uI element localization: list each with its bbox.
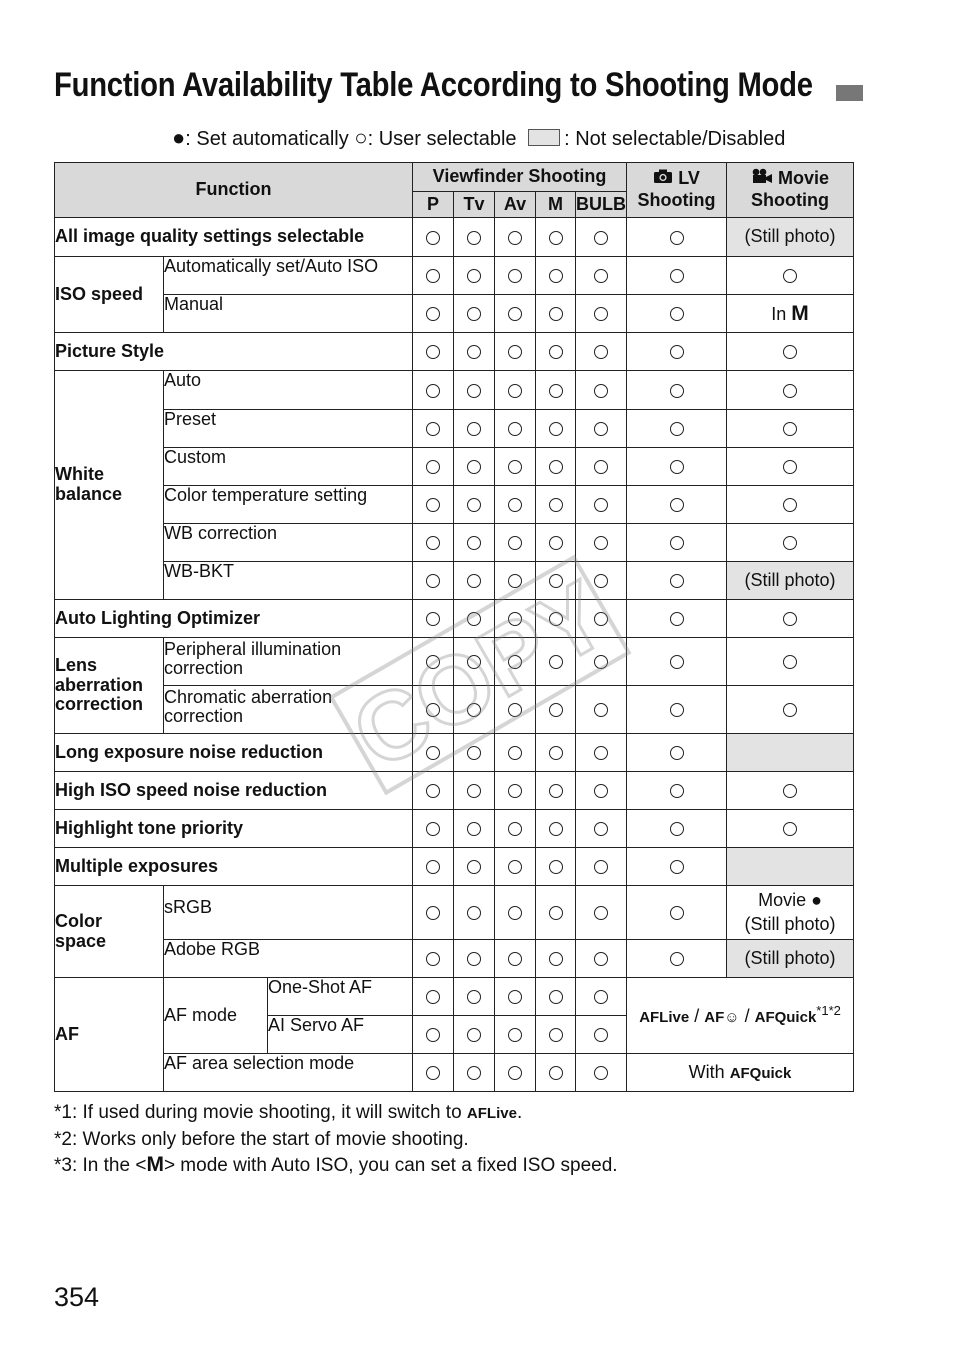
row-multiple: Multiple exposures <box>55 848 413 886</box>
user-selectable-icon <box>467 1028 481 1042</box>
af-face-icon: AF☺ <box>704 1008 740 1026</box>
user-selectable-icon <box>594 422 608 436</box>
user-selectable-icon <box>426 384 440 398</box>
availability-cell <box>413 978 454 1016</box>
user-selectable-icon <box>467 384 481 398</box>
row-image-quality: All image quality settings selectable <box>55 218 413 257</box>
header-function: Function <box>55 163 413 218</box>
user-selectable-icon <box>467 269 481 283</box>
user-selectable-icon <box>508 990 522 1004</box>
user-selectable-icon <box>426 231 440 245</box>
availability-cell <box>727 524 854 562</box>
footnote-2: *2: Works only before the start of movie shooting. <box>54 1128 469 1150</box>
row-af: AF <box>55 978 164 1092</box>
availability-cell <box>576 486 627 524</box>
mode-bulb: BULB <box>576 192 627 218</box>
note-in-m: In M <box>727 295 854 333</box>
legend-auto-symbol: ● <box>172 125 186 150</box>
user-selectable-icon <box>594 822 608 836</box>
user-selectable-icon <box>594 345 608 359</box>
user-selectable-icon <box>670 269 684 283</box>
availability-cell <box>413 1016 454 1054</box>
user-selectable-icon <box>670 498 684 512</box>
user-selectable-icon <box>508 345 522 359</box>
availability-cell <box>576 1054 627 1092</box>
availability-cell <box>495 295 536 333</box>
table-row <box>55 448 854 486</box>
user-selectable-icon <box>594 460 608 474</box>
row-iso-manual: Manual <box>164 295 413 333</box>
availability-cell <box>495 1054 536 1092</box>
availability-cell <box>727 333 854 371</box>
row-wb-colortemp: Color temperature setting <box>164 486 413 524</box>
availability-cell <box>727 371 854 410</box>
user-selectable-icon <box>783 612 797 626</box>
availability-cell <box>727 772 854 810</box>
title-bar-decoration <box>836 85 863 101</box>
availability-cell <box>495 886 536 940</box>
user-selectable-icon <box>467 460 481 474</box>
row-long-exposure: Long exposure noise reduction <box>55 734 413 772</box>
row-srgb: sRGB <box>164 886 413 940</box>
af-live-icon: AFLive <box>639 1008 690 1026</box>
availability-cell <box>727 810 854 848</box>
user-selectable-icon <box>467 345 481 359</box>
availability-cell <box>413 371 454 410</box>
user-selectable-icon <box>594 1066 608 1080</box>
user-selectable-icon <box>594 860 608 874</box>
note-still-photo: (Still photo) <box>727 562 854 600</box>
availability-cell <box>495 486 536 524</box>
user-selectable-icon <box>549 422 563 436</box>
user-selectable-icon <box>508 1028 522 1042</box>
availability-cell <box>413 410 454 448</box>
af-footnote-refs: *1*2 <box>816 1002 841 1018</box>
availability-cell <box>495 257 536 295</box>
legend-user-text: : User selectable <box>367 128 517 150</box>
user-selectable-icon <box>670 345 684 359</box>
user-selectable-icon <box>594 231 608 245</box>
user-selectable-icon <box>783 655 797 669</box>
user-selectable-icon <box>467 990 481 1004</box>
user-selectable-icon <box>783 384 797 398</box>
header-viewfinder: Viewfinder Shooting <box>413 163 627 192</box>
availability-cell <box>454 410 495 448</box>
availability-cell <box>627 333 727 371</box>
row-alo: Auto Lighting Optimizer <box>55 600 413 638</box>
m-mode-symbol: M <box>791 301 809 325</box>
availability-cell <box>576 978 627 1016</box>
user-selectable-icon <box>508 822 522 836</box>
availability-cell <box>454 486 495 524</box>
user-selectable-icon <box>594 384 608 398</box>
availability-cell <box>727 600 854 638</box>
availability-cell <box>413 886 454 940</box>
header-movie-label: Movie <box>778 168 830 189</box>
availability-cell <box>627 886 727 940</box>
user-selectable-icon <box>426 460 440 474</box>
table-row <box>55 978 854 1016</box>
availability-cell <box>413 257 454 295</box>
availability-cell <box>536 257 576 295</box>
availability-cell <box>495 218 536 257</box>
availability-cell <box>576 448 627 486</box>
availability-cell <box>627 848 727 886</box>
user-selectable-icon <box>594 269 608 283</box>
user-selectable-icon <box>508 384 522 398</box>
availability-cell <box>413 448 454 486</box>
table-row <box>55 218 854 257</box>
availability-cell <box>413 218 454 257</box>
availability-cell <box>413 333 454 371</box>
user-selectable-icon <box>783 536 797 550</box>
user-selectable-icon <box>549 952 563 966</box>
user-selectable-icon <box>467 422 481 436</box>
row-chromatic: Chromatic aberration correction <box>164 686 413 734</box>
availability-cell <box>454 333 495 371</box>
user-selectable-icon <box>670 906 684 920</box>
user-selectable-icon <box>670 655 684 669</box>
legend-disabled-swatch <box>528 129 560 146</box>
legend-user-symbol: ○ <box>354 125 368 150</box>
availability-cell <box>576 257 627 295</box>
note-with-quick: With AFQuick <box>627 1054 854 1092</box>
row-iso-auto: Automatically set/Auto ISO <box>164 257 413 295</box>
table-row <box>55 486 854 524</box>
legend-auto-text: : Set automatically <box>185 128 349 150</box>
user-selectable-icon <box>508 422 522 436</box>
user-selectable-icon <box>670 746 684 760</box>
user-selectable-icon <box>508 231 522 245</box>
header-movie-label2: Shooting <box>751 190 830 210</box>
user-selectable-icon <box>594 498 608 512</box>
note-still-photo: (Still photo) <box>727 940 854 978</box>
availability-cell <box>413 940 454 978</box>
row-iso-speed: ISO speed <box>55 257 164 333</box>
user-selectable-icon <box>594 990 608 1004</box>
availability-cell <box>627 410 727 448</box>
availability-cell <box>536 978 576 1016</box>
availability-cell <box>413 848 454 886</box>
user-selectable-icon <box>508 860 522 874</box>
user-selectable-icon <box>426 498 440 512</box>
camera-icon <box>653 168 673 188</box>
availability-cell <box>576 1016 627 1054</box>
m-mode-symbol: M <box>146 1153 164 1176</box>
legend-disabled-text: : Not selectable/Disabled <box>564 128 786 150</box>
user-selectable-icon <box>670 460 684 474</box>
row-wb-preset: Preset <box>164 410 413 448</box>
mode-tv: Tv <box>454 192 495 218</box>
user-selectable-icon <box>508 460 522 474</box>
availability-cell <box>576 940 627 978</box>
row-ai-servo: AI Servo AF <box>268 1016 413 1054</box>
row-lens-aberration: Lens aberration correction <box>55 638 164 734</box>
user-selectable-icon <box>670 422 684 436</box>
user-selectable-icon <box>426 1066 440 1080</box>
user-selectable-icon <box>670 384 684 398</box>
header-lv-label2: Shooting <box>637 190 716 210</box>
availability-cell <box>576 410 627 448</box>
watermark-text: COPY <box>335 561 625 790</box>
user-selectable-icon <box>426 906 440 920</box>
user-selectable-icon <box>426 307 440 321</box>
availability-cell <box>627 295 727 333</box>
table-row <box>55 257 854 295</box>
user-selectable-icon <box>670 822 684 836</box>
availability-cell <box>454 940 495 978</box>
mode-m: M <box>536 192 576 218</box>
user-selectable-icon <box>549 822 563 836</box>
user-selectable-icon <box>426 345 440 359</box>
table-row <box>55 333 854 371</box>
row-af-area: AF area selection mode <box>164 1054 413 1092</box>
user-selectable-icon <box>508 952 522 966</box>
user-selectable-icon <box>549 307 563 321</box>
mode-p: P <box>413 192 454 218</box>
availability-cell <box>727 638 854 686</box>
availability-cell <box>454 978 495 1016</box>
availability-cell <box>576 371 627 410</box>
availability-cell <box>536 371 576 410</box>
user-selectable-icon <box>783 422 797 436</box>
availability-cell <box>454 1054 495 1092</box>
availability-cell <box>536 940 576 978</box>
table-row <box>55 410 854 448</box>
availability-cell <box>413 1054 454 1092</box>
row-wb-correction: WB correction <box>164 524 413 562</box>
availability-cell <box>495 978 536 1016</box>
page-number: 354 <box>54 1282 100 1312</box>
availability-cell <box>536 1016 576 1054</box>
availability-cell <box>576 218 627 257</box>
row-adobe-rgb: Adobe RGB <box>164 940 413 978</box>
availability-cell <box>536 848 576 886</box>
user-selectable-icon <box>670 612 684 626</box>
user-selectable-icon <box>783 822 797 836</box>
availability-cell <box>576 848 627 886</box>
user-selectable-icon <box>508 906 522 920</box>
row-one-shot: One-Shot AF <box>268 978 413 1016</box>
footnote-3: *3: In the <M> mode with Auto ISO, you can set a fixed ISO speed. <box>54 1153 618 1176</box>
table-row <box>55 295 854 333</box>
user-selectable-icon <box>549 384 563 398</box>
table-row <box>55 848 854 886</box>
user-selectable-icon <box>467 498 481 512</box>
user-selectable-icon <box>467 307 481 321</box>
availability-cell <box>727 448 854 486</box>
row-wb-custom: Custom <box>164 448 413 486</box>
row-peripheral: Peripheral illumination correction <box>164 638 413 686</box>
user-selectable-icon <box>670 307 684 321</box>
availability-cell <box>413 295 454 333</box>
availability-cell <box>576 295 627 333</box>
user-selectable-icon <box>783 345 797 359</box>
availability-cell <box>495 333 536 371</box>
note-af-methods: AFLive / AF☺ / AFQuick$^{*1*2}$ <box>627 978 854 1054</box>
user-selectable-icon <box>508 307 522 321</box>
availability-cell <box>627 940 727 978</box>
user-selectable-icon <box>467 822 481 836</box>
availability-cell <box>454 295 495 333</box>
availability-cell <box>454 1016 495 1054</box>
availability-cell <box>413 486 454 524</box>
availability-cell <box>454 448 495 486</box>
af-live-icon: AFLive <box>466 1105 517 1122</box>
row-picture-style: Picture Style <box>55 333 413 371</box>
availability-cell <box>454 371 495 410</box>
user-selectable-icon <box>549 906 563 920</box>
user-selectable-icon <box>508 498 522 512</box>
row-wb-bkt: WB-BKT <box>164 562 413 600</box>
user-selectable-icon <box>783 784 797 798</box>
availability-cell <box>627 371 727 410</box>
availability-cell <box>454 218 495 257</box>
availability-cell <box>536 1054 576 1092</box>
user-selectable-icon <box>783 703 797 717</box>
user-selectable-icon <box>467 860 481 874</box>
user-selectable-icon <box>594 952 608 966</box>
availability-cell <box>454 257 495 295</box>
user-selectable-icon <box>467 1066 481 1080</box>
movie-camera-icon <box>751 168 773 188</box>
user-selectable-icon <box>426 990 440 1004</box>
user-selectable-icon <box>549 269 563 283</box>
availability-cell <box>536 410 576 448</box>
user-selectable-icon <box>783 498 797 512</box>
row-af-mode: AF mode <box>164 978 268 1054</box>
row-wb-auto: Auto <box>164 371 413 410</box>
availability-cell <box>576 886 627 940</box>
user-selectable-icon <box>670 703 684 717</box>
user-selectable-icon <box>670 952 684 966</box>
user-selectable-icon <box>426 860 440 874</box>
availability-cell <box>495 940 536 978</box>
availability-cell <box>536 886 576 940</box>
row-highlight: Highlight tone priority <box>55 810 413 848</box>
availability-cell <box>495 410 536 448</box>
user-selectable-icon <box>426 822 440 836</box>
user-selectable-icon <box>549 231 563 245</box>
user-selectable-icon <box>549 1066 563 1080</box>
footnote-1: *1: If used during movie shooting, it will switch to AFLive. <box>54 1102 523 1123</box>
disabled-cell <box>727 848 854 886</box>
availability-cell <box>454 886 495 940</box>
user-selectable-icon <box>467 231 481 245</box>
availability-cell <box>536 333 576 371</box>
availability-cell <box>727 410 854 448</box>
user-selectable-icon <box>783 460 797 474</box>
footnotes <box>54 1100 618 1179</box>
availability-cell <box>627 486 727 524</box>
user-selectable-icon <box>783 269 797 283</box>
availability-cell <box>727 686 854 734</box>
user-selectable-icon <box>426 1028 440 1042</box>
user-selectable-icon <box>426 422 440 436</box>
table-row <box>55 940 854 978</box>
mode-av: Av <box>495 192 536 218</box>
user-selectable-icon <box>594 307 608 321</box>
copy-watermark <box>300 530 660 820</box>
row-white-balance: White balance <box>55 371 164 600</box>
af-quick-icon: AFQuick <box>754 1008 817 1026</box>
user-selectable-icon <box>594 906 608 920</box>
availability-cell <box>536 218 576 257</box>
availability-cell <box>495 371 536 410</box>
row-high-iso: High ISO speed noise reduction <box>55 772 413 810</box>
availability-cell <box>454 848 495 886</box>
availability-cell <box>495 848 536 886</box>
row-color-space: Color space <box>55 886 164 978</box>
availability-cell <box>627 218 727 257</box>
user-selectable-icon <box>549 1028 563 1042</box>
availability-cell <box>495 448 536 486</box>
user-selectable-icon <box>670 860 684 874</box>
header-movie <box>727 163 854 218</box>
legend <box>172 125 785 151</box>
availability-cell <box>536 448 576 486</box>
note-movie-still: Movie ● (Still photo) <box>727 886 854 940</box>
af-quick-icon: AFQuick <box>729 1064 792 1082</box>
availability-cell <box>536 486 576 524</box>
user-selectable-icon <box>549 860 563 874</box>
user-selectable-icon <box>467 952 481 966</box>
user-selectable-icon <box>594 1028 608 1042</box>
availability-cell <box>576 333 627 371</box>
user-selectable-icon <box>549 460 563 474</box>
availability-cell <box>727 486 854 524</box>
table-row <box>55 371 854 410</box>
availability-cell <box>495 1016 536 1054</box>
availability-cell <box>627 448 727 486</box>
user-selectable-icon <box>549 498 563 512</box>
availability-cell <box>536 295 576 333</box>
user-selectable-icon <box>426 269 440 283</box>
user-selectable-icon <box>426 952 440 966</box>
header-lv-label: LV <box>678 168 700 189</box>
user-selectable-icon <box>670 536 684 550</box>
user-selectable-icon <box>670 784 684 798</box>
user-selectable-icon <box>467 906 481 920</box>
user-selectable-icon <box>549 990 563 1004</box>
note-still-photo: (Still photo) <box>727 218 854 257</box>
page-title: Function Availability Table According to Shooting Mode <box>54 66 813 104</box>
availability-cell <box>627 257 727 295</box>
user-selectable-icon <box>508 269 522 283</box>
header-lv <box>627 163 727 218</box>
table-row <box>55 1054 854 1092</box>
user-selectable-icon <box>670 231 684 245</box>
disabled-cell <box>727 734 854 772</box>
user-selectable-icon <box>670 574 684 588</box>
availability-cell <box>727 257 854 295</box>
user-selectable-icon <box>549 345 563 359</box>
user-selectable-icon <box>508 1066 522 1080</box>
table-row <box>55 886 854 940</box>
